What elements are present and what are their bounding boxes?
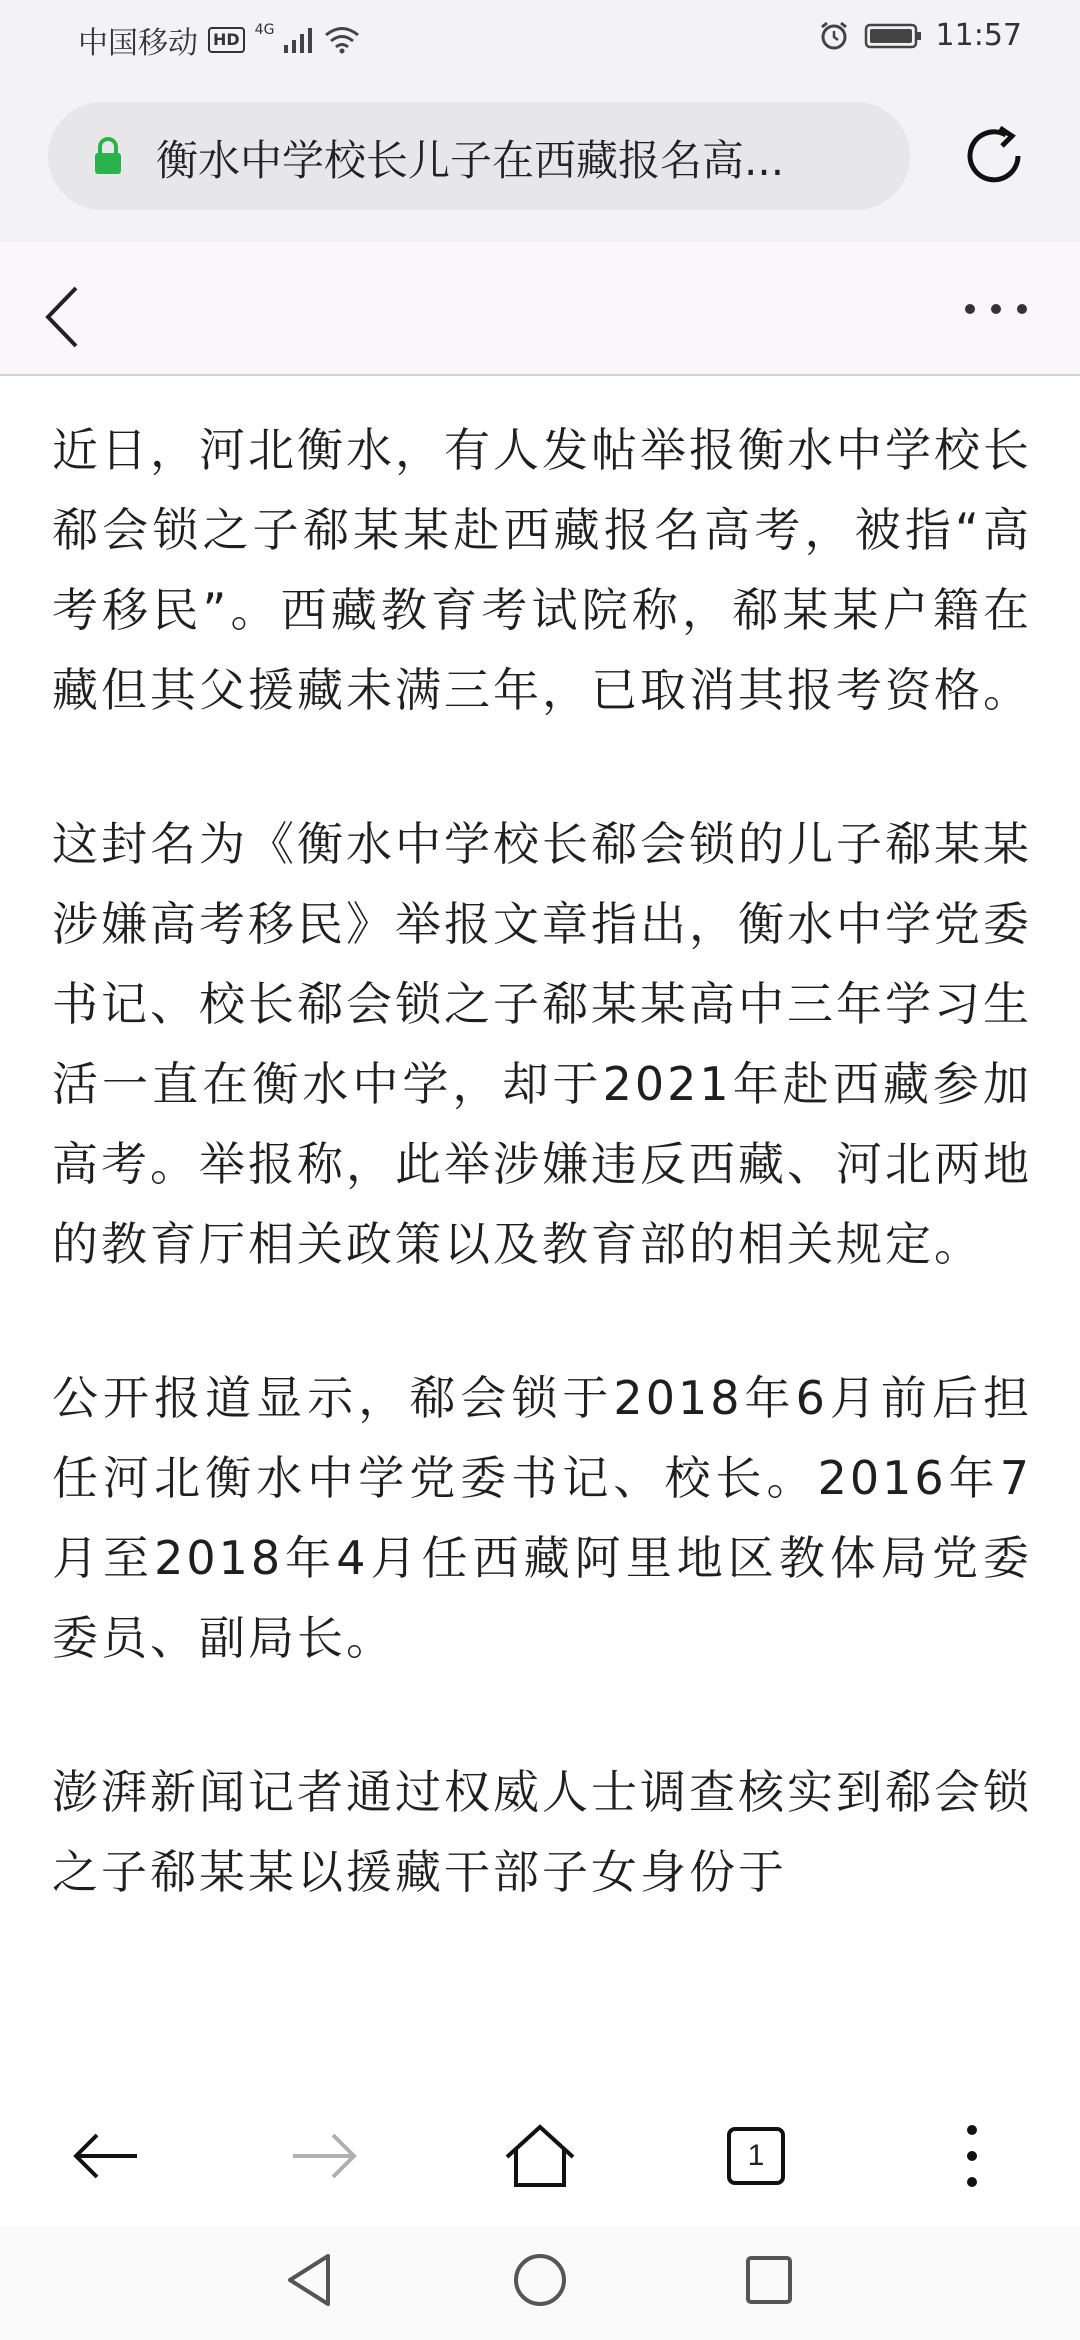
arrow-right-icon [289, 2131, 359, 2181]
alarm-icon [818, 20, 850, 52]
tabs-button[interactable] [716, 2116, 796, 2196]
menu-button[interactable] [932, 2116, 1012, 2196]
battery-icon [864, 22, 922, 50]
home-button[interactable] [500, 2116, 580, 2196]
status-bar [0, 0, 1080, 72]
signal-icon [284, 27, 314, 53]
browser-toolbar [0, 2076, 1080, 2226]
reload-icon[interactable] [958, 120, 1030, 192]
page-nav-bar [0, 242, 1080, 376]
more-dots-icon[interactable] [964, 302, 1028, 316]
article-body [52, 410, 1032, 1986]
nav-forward-button[interactable] [284, 2116, 364, 2196]
system-nav-bar [0, 2226, 1080, 2340]
lock-icon [92, 136, 124, 176]
address-area [0, 72, 1080, 242]
system-recents-icon[interactable] [744, 2252, 794, 2308]
wifi-icon [324, 26, 360, 54]
article-paragraph: 澎湃新闻记者通过权威人士调查核实到郗会锁之子郗某某以援藏干部子女身份于 [52, 1765, 1032, 1899]
system-home-icon[interactable] [512, 2252, 568, 2308]
status-left [78, 18, 360, 62]
tab-count: 1 [747, 2139, 765, 2172]
nav-back-button[interactable] [66, 2116, 146, 2196]
back-chevron-icon[interactable] [38, 282, 88, 352]
article-paragraph: 近日，河北衡水，有人发帖举报衡水中学校长郗会锁之子郗某某赴西藏报名高考，被指“高考移民”。西藏教育考试院称，郗某某户籍在藏但其父援藏未满三年，已取消其报考资格。 [52, 423, 1032, 717]
article-paragraph: 这封名为《衡水中学校长郗会锁的儿子郗某某涉嫌高考移民》举报文章指出，衡水中学党委书记、校长郗会锁之子郗某某高中三年学习生活一直在衡水中学，却于2021年赴西藏参加高考。举报称，此举涉嫌违反西藏、河北两地的教育厅相关政策以及教育部的相关规定。 [52, 817, 1032, 1271]
article-paragraph: 公开报道显示，郗会锁于2018年6月前后担任河北衡水中学党委书记、校长。2016年7月至2018年4月任西藏阿里地区教体局党委委员、副局长。 [52, 1371, 1032, 1665]
address-bar[interactable] [48, 102, 910, 210]
clock: 11:57 [935, 18, 1022, 53]
system-back-icon[interactable] [284, 2252, 334, 2308]
home-icon [503, 2123, 577, 2189]
vertical-dots-icon [965, 2123, 979, 2189]
hd-badge: HD [208, 27, 245, 53]
arrow-left-icon [71, 2131, 141, 2181]
network-label: 4G [254, 22, 275, 38]
status-right [818, 18, 1022, 53]
carrier-label: 中国移动 [78, 26, 198, 61]
page-title-in-address: 衡水中学校长儿子在西藏报名高... [156, 136, 785, 185]
